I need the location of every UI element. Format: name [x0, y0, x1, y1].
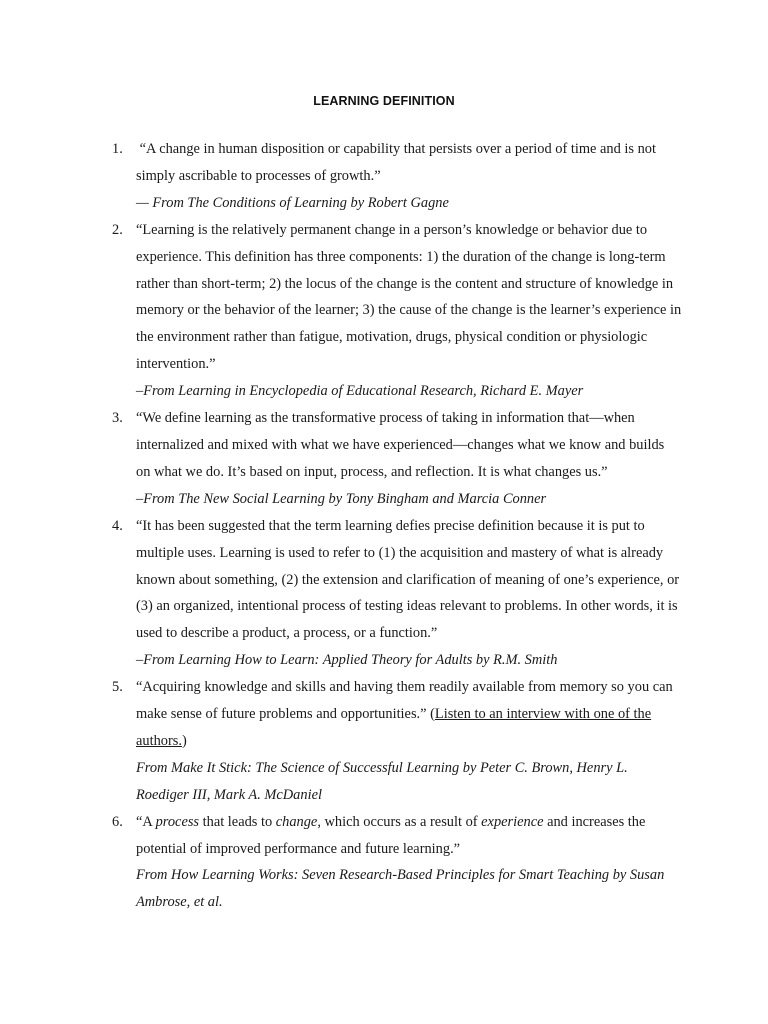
- definition-source: –From Learning in Encyclopedia of Educational Research, Richard E. Mayer: [136, 383, 584, 400]
- item-number: 5.: [112, 679, 123, 696]
- definition-item-1: [0, 136, 768, 217]
- definition-item-3: [0, 405, 768, 513]
- quote-text: and increases the potential of improved performance and future learning.”: [136, 813, 646, 857]
- definition-quote: [136, 809, 682, 863]
- definition-source: From How Learning Works: Seven Research-Based Principles for Smart Teaching by Susan Ambrose, et al.: [136, 867, 665, 911]
- definition-quote: “We define learning as the transformative process of taking in information that—when internalized and mixed with what we have experienced—changes what we know and builds on what we do. It’s based on input, process, and reflection. It is what changes us.”: [136, 410, 665, 480]
- item-number: 3.: [112, 410, 123, 427]
- definition-quote: [136, 674, 682, 755]
- definition-source: From Make It Stick: The Science of Successful Learning by Peter C. Brown, Henry L. Roediger III, Mark A. McDaniel: [136, 759, 628, 803]
- item-number: 4.: [112, 517, 123, 534]
- emphasis-process: process: [155, 813, 200, 830]
- quote-text: “A: [136, 813, 156, 830]
- definition-quote: “A change in human disposition or capability that persists over a period of time and is not simply ascribable to processes of growth.”: [136, 141, 660, 184]
- item-number: 6.: [112, 813, 123, 830]
- definition-item-6: [0, 809, 768, 917]
- interview-link[interactable]: Listen to an interview with one of the authors.: [136, 706, 652, 749]
- quote-text: that leads to: [199, 813, 276, 830]
- definition-quote: “Learning is the relatively permanent change in a person’s knowledge or behavior due to experience. This definition has three components: 1) the duration of the change is long-term rather than short-term; 2) the locus of the change is the content and structure of knowledge in memory or the behavior of the learner; 3) the cause of the change is the learner’s experience in the environment rather than fatigue, motivation, drugs, physical condition or physiologic intervention.”: [136, 221, 682, 373]
- emphasis-experience: experience: [481, 813, 544, 830]
- definition-list: [0, 136, 768, 916]
- definition-source: –From The New Social Learning by Tony Bingham and Marcia Conner: [136, 490, 547, 507]
- item-number: 1.: [112, 141, 123, 157]
- item-number: 2.: [112, 221, 123, 238]
- quote-text: , which occurs as a result of: [317, 813, 482, 830]
- definition-item-2: [0, 217, 768, 405]
- emphasis-change: change: [275, 813, 318, 830]
- definition-quote: “It has been suggested that the term learning defies precise definition because it is put to multiple uses. Learning is used to refer to (1) the acquisition and mastery of what is already known about something, (2) the extension and clarification of meaning of one’s experience, or (3) an organized, intentional process of testing ideas relevant to problems. In other words, it is used to describe a product, a process, or a function.”: [136, 517, 680, 642]
- definition-source: –From Learning How to Learn: Applied Theory for Adults by R.M. Smith: [136, 652, 558, 669]
- quote-text: “Acquiring knowledge and skills and having them readily available from memory so you can make sense of future problems and opportunities.” (: [136, 679, 673, 723]
- quote-text-after-link: ): [181, 732, 187, 749]
- document-title: LEARNING DEFINITION: [313, 94, 455, 108]
- definition-item-5: [0, 674, 768, 809]
- definition-item-4: [0, 513, 768, 674]
- definition-source: — From The Conditions of Learning by Robert Gagne: [136, 194, 449, 211]
